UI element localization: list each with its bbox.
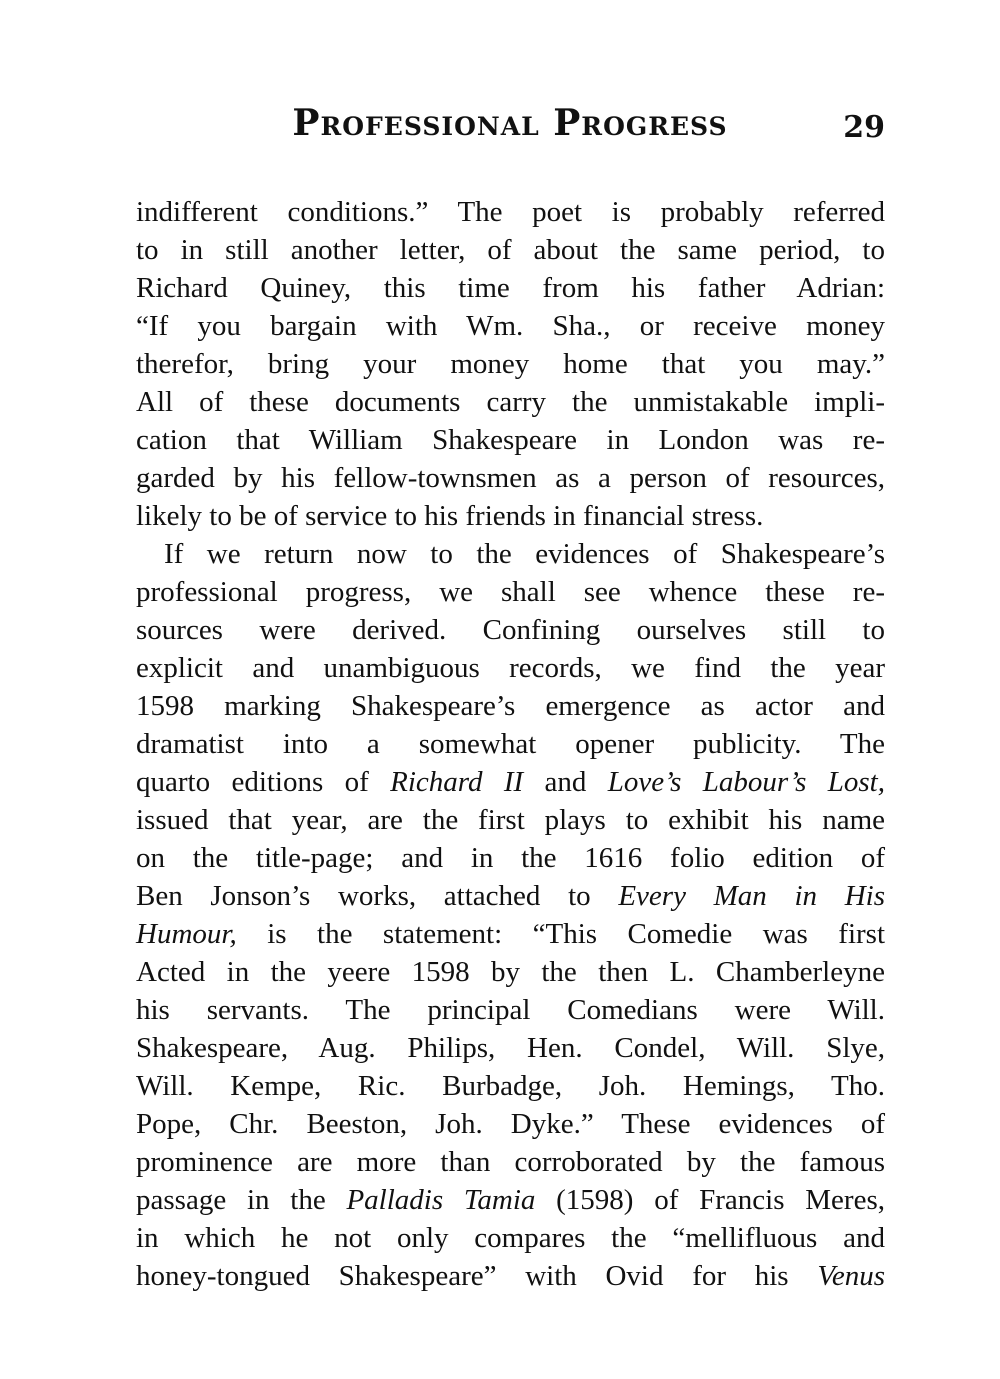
text-line: likely to be of service to his friends in financial stress.: [136, 500, 764, 532]
text-line: his servants. The principal Comedians were Will.: [136, 994, 885, 1026]
text-line: on the title-page; and in the 1616 folio edition of: [136, 842, 885, 874]
text-line: Will. Kempe, Ric. Burbadge, Joh. Hemings, Tho.: [136, 1070, 885, 1102]
italic-title: Palladis Tamia: [346, 1184, 536, 1216]
text-line: Acted in the yeere 1598 by the then L. Chamberleyne: [136, 956, 885, 988]
text-line: Humour, is the statement: “This Comedie was first: [136, 918, 885, 950]
text-line: indifferent conditions.” The poet is probably referred: [136, 196, 885, 228]
italic-title: Venus: [817, 1260, 885, 1292]
text-line: Richard Quiney, this time from his father Adrian:: [136, 272, 885, 304]
text-line: quarto editions of Richard II and Love’s Labour’s Lost,: [136, 766, 885, 798]
text-line: prominence are more than corroborated by the famous: [136, 1146, 885, 1178]
text-line: dramatist into a somewhat opener publicity. The: [136, 728, 885, 760]
text-line: sources were derived. Confining ourselves still to: [136, 614, 885, 646]
italic-title: Richard II: [390, 766, 524, 798]
text-line: If we return now to the evidences of Shakespeare’s: [164, 538, 885, 570]
text-line: “If you bargain with Wm. Sha., or receive money: [136, 310, 885, 342]
text-line: passage in the Palladis Tamia (1598) of Francis Meres,: [136, 1184, 885, 1216]
text-line: honey-tongued Shakespeare” with Ovid for his Venus: [136, 1260, 885, 1292]
text-line: Shakespeare, Aug. Philips, Hen. Condel, Will. Slye,: [136, 1032, 885, 1064]
running-title: Professional Progress: [292, 102, 728, 144]
text-line: professional progress, we shall see whence these re-: [136, 576, 885, 608]
text-line: 1598 marking Shakespeare’s emergence as actor and: [136, 690, 885, 722]
text-line: Ben Jonson’s works, attached to Every Man in His: [136, 880, 886, 912]
running-head: [135, 96, 885, 156]
text-line: garded by his fellow-townsmen as a person of resources,: [136, 462, 885, 494]
italic-title: Humour,: [136, 918, 237, 950]
italic-title: Every Man in His: [618, 880, 886, 912]
italic-title: Love’s Labour’s Lost,: [607, 766, 885, 798]
text-line: cation that William Shakespeare in London was re-: [136, 424, 885, 456]
text-line: Pope, Chr. Beeston, Joh. Dyke.” These evidences of: [136, 1108, 885, 1140]
text-line: therefor, bring your money home that you may.”: [136, 348, 885, 380]
text-line: All of these documents carry the unmistakable impli-: [136, 386, 885, 418]
text-line: in which he not only compares the “mellifluous and: [136, 1222, 885, 1254]
page-number: 29: [843, 110, 885, 145]
body-text: [136, 193, 885, 1295]
text-line: explicit and unambiguous records, we find the year: [136, 652, 885, 684]
text-line: to in still another letter, of about the same period, to: [136, 234, 885, 266]
text-line: issued that year, are the first plays to exhibit his name: [136, 804, 885, 836]
